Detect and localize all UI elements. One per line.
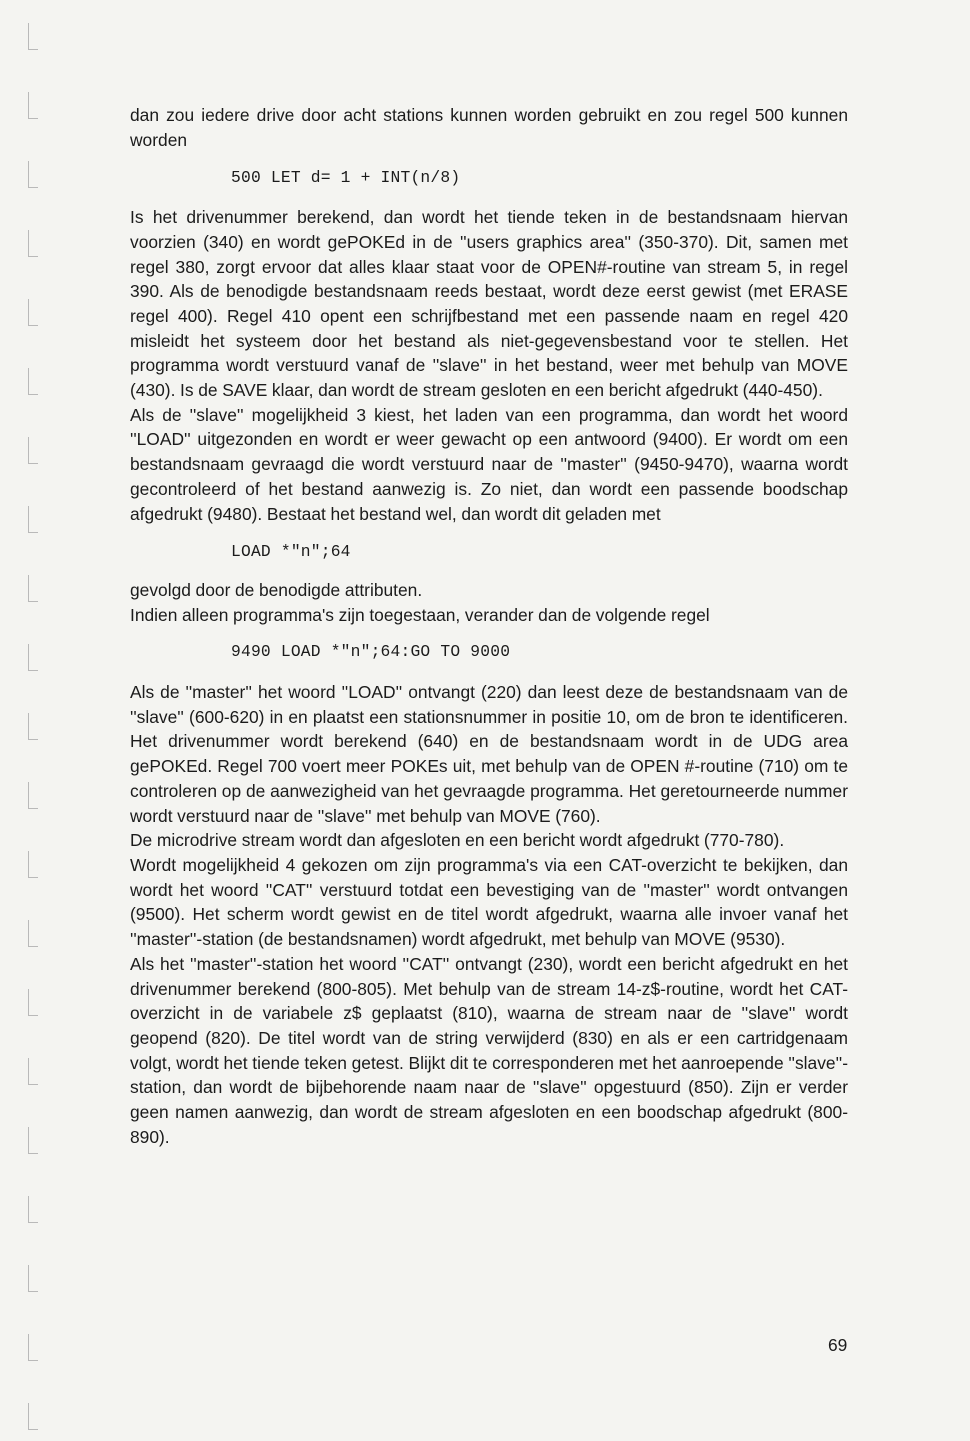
code-line: LOAD *"n";64 bbox=[231, 542, 351, 562]
binding-mark bbox=[28, 920, 38, 947]
body-paragraph: Wordt mogelijkheid 4 gekozen om zijn programma's via een CAT-overzicht te bekijken, dan wordt het woord ''CAT'' verstuurd totdat een bevestiging van de ''master'' wordt ontvangen (9500). Het scherm wordt gewist en de titel wordt afgedrukt, waarna alle invoer vanaf het ''master''-station (de bestandsnamen) wordt afgedrukt, met behulp van MOVE (9530). bbox=[130, 854, 848, 950]
binding-mark bbox=[28, 1196, 38, 1223]
code-line: 9490 LOAD *"n";64:GO TO 9000 bbox=[231, 642, 511, 662]
binding-mark bbox=[28, 1058, 38, 1085]
binding-mark bbox=[28, 23, 38, 50]
body-paragraph: Als de ''master'' het woord ''LOAD'' ontvangt (220) dan leest deze de bestandsnaam van de ''slave'' (600-620) in en plaatst een stationsnummer in positie 10, om de bron te identificeren. Het drivenummer wordt berekend (640) en de bestandsnaam wordt in de UDG area gePOKEd. Regel 700 voert meer POKEs uit, met behulp van de OPEN #-routine (710) om te controleren op de aanwezigheid van het gevraagde programma. Het geretourneerde nummer wordt verstuurd naar de ''slave'' met behulp van MOVE (760). bbox=[130, 682, 848, 826]
binding-mark bbox=[28, 299, 38, 326]
binding-mark bbox=[28, 161, 38, 188]
binding-mark bbox=[28, 1127, 38, 1154]
code-line: 500 LET d= 1 + INT(n/8) bbox=[231, 168, 461, 188]
binding-mark bbox=[28, 851, 38, 878]
page-number: 69 bbox=[828, 1335, 848, 1355]
binding-mark bbox=[28, 713, 38, 740]
binding-mark bbox=[28, 1265, 38, 1292]
body-paragraph: Is het drivenummer berekend, dan wordt het tiende teken in de bestandsnaam hiervan voorzien (340) en wordt gePOKEd in de ''users graphics area'' (350-370). Dit, samen met regel 380, zorgt ervoor dat alles klaar staat voor de OPEN#-routine van stream 5, in regel 390. Als de benodigde bestandsnaam reeds bestaat, wordt deze eerst gewist (met ERASE regel 400). Regel 410 opent een schrijfbestand met een passende naam en regel 420 misleidt het systeem door het bestand als niet-gegevensbestand voor te stellen. Het programma wordt verstuurd vanaf de ''slave'' in het bestand, weer met behulp van MOVE (430). Is de SAVE klaar, dan wordt de stream gesloten en een bericht afgedrukt (440-450). bbox=[130, 207, 848, 401]
body-paragraph: gevolgd door de benodigde attributen. bbox=[130, 579, 423, 600]
page-body bbox=[130, 103, 848, 1149]
binding-mark bbox=[28, 506, 38, 533]
binding-mark bbox=[28, 1334, 38, 1361]
body-paragraph: Indien alleen programma's zijn toegestaan, verander dan de volgende regel bbox=[130, 604, 710, 625]
body-paragraph: Als de ''slave'' mogelijkheid 3 kiest, het laden van een programma, dan wordt het woord ''LOAD'' uitgezonden en wordt er weer gewacht op een antwoord (9400). Er wordt om een bestandsnaam gevraagd die wordt verstuurd naar de ''master'' (9450-9470), waarna wordt gecontroleerd of het bestand aanwezig is. Zo niet, dan wordt een passende boodschap afgedrukt (9480). Bestaat het bestand wel, dan wordt dit geladen met bbox=[130, 404, 848, 524]
binding-mark bbox=[28, 437, 38, 464]
body-paragraph: Als het ''master''-station het woord ''CAT'' ontvangt (230), wordt een bericht afgedrukt en het drivenummer berekend (800-805). Met behulp van de stream 14-z$-routine, wordt het CAT-overzicht in de variabele z$ geplaatst (810), waarna de stream naar de ''slave'' wordt geopend (820). De titel wordt van de string verwijderd (830) en als er een cartridgenaam volgt, wordt het tiende teken getest. Blijkt dit te corresponderen met het aanroepende ''slave''-station, dan wordt de bijbehorende naam naar de ''slave'' opgestuurd (850). Zijn er verder geen namen aanwezig, dan wordt de stream afgesloten en een boodschap afgedrukt (800-890). bbox=[130, 953, 848, 1147]
body-paragraph: De microdrive stream wordt dan afgesloten en een bericht wordt afgedrukt (770-780). bbox=[130, 830, 785, 851]
binding-mark bbox=[28, 644, 38, 671]
binding-mark bbox=[28, 92, 38, 119]
binding-mark bbox=[28, 368, 38, 395]
binding-mark bbox=[28, 575, 38, 602]
binding-mark bbox=[28, 782, 38, 809]
binding-mark bbox=[28, 230, 38, 257]
binding-margin-marks bbox=[0, 0, 50, 1441]
binding-mark bbox=[28, 989, 38, 1016]
binding-mark bbox=[28, 1403, 38, 1430]
body-paragraph: dan zou iedere drive door acht stations kunnen worden gebruikt en zou regel 500 kunnen worden bbox=[130, 105, 848, 150]
